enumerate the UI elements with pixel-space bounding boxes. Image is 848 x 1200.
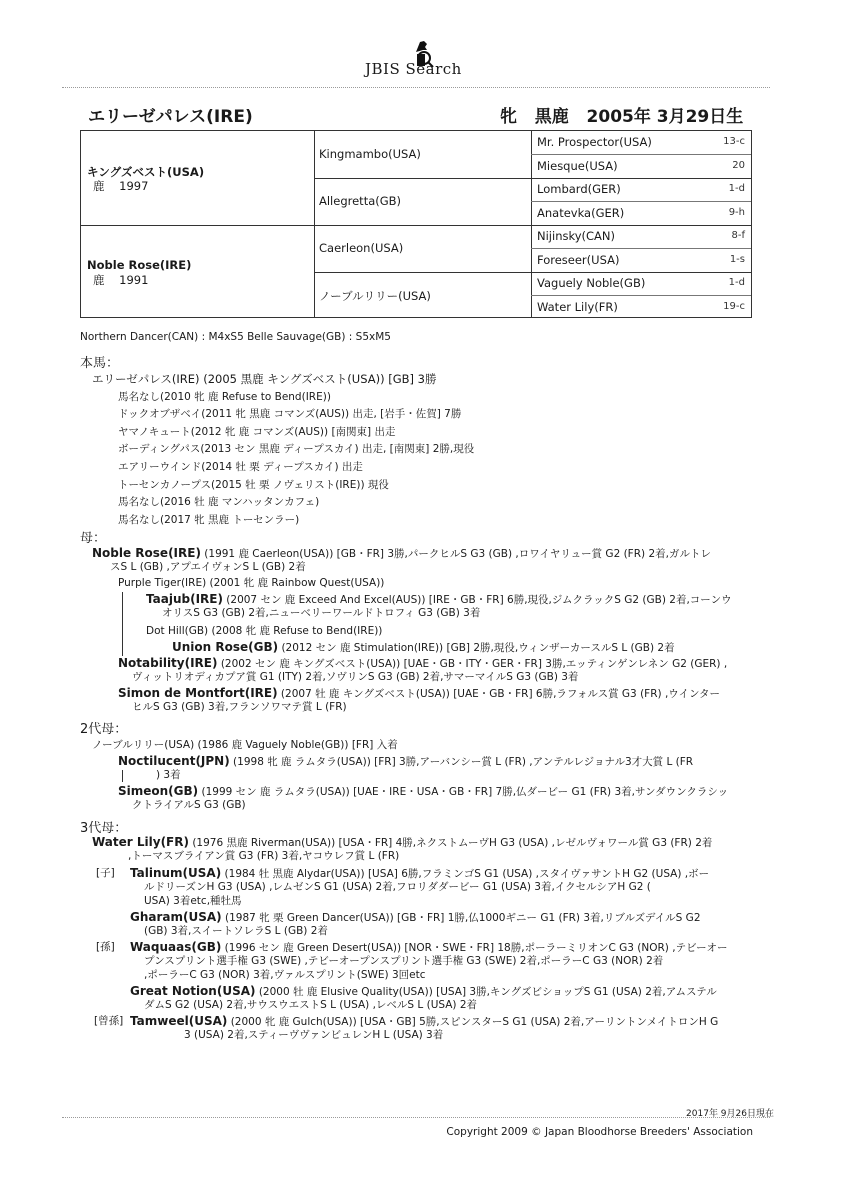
copyright: Copyright 2009 © Japan Bloodhorse Breeders' Association [446,1126,753,1138]
sibling-item: 馬名なし(2016 牡 鹿 マンハッタンカフェ) [118,496,320,509]
g2-dam-sire[interactable]: Caerleon(USA) [319,241,404,255]
g3-ancestor-name[interactable]: Anatevka(GER) [537,205,625,220]
notability-record: (2002 セン 鹿 キングズベスト(USA)) [UAE・GB・ITY・GER・FR] 3勝,エッティンゲンレネン G2 (GER) , [217,658,728,670]
horse-birthdate: 2005年 3月29日生 [586,107,744,127]
produce-line-cont: プンスプリント選手権 G3 (SWE) ,テビーオープンスプリント選手権 G3 (SWE) 2着,ポーラーC G3 (NOR) 2着 [144,955,664,967]
self-record: エリーゼパレス(IRE) (2005 黒鹿 キングズベスト(USA)) [GB] 3勝 [92,372,437,386]
union-rose-link[interactable]: Union Rose(GB) [172,640,279,654]
g2-sire-dam[interactable]: Allegretta(GB) [319,194,402,208]
family-number: 9-h [728,206,745,218]
sibling-item: ヤマノキュート(2012 牝 鹿 コマンズ(AUS)) [南関東] 出走 [118,425,396,438]
sire-name[interactable]: キングズベスト(USA) [87,165,205,179]
notability-link[interactable]: Notability(IRE) [118,656,218,670]
footer-divider [62,1117,770,1118]
family-number: 13-c [723,136,745,147]
tree-bar [122,770,123,782]
generation-tag: [曾孫] [94,1015,124,1027]
g3dam-line-cont: ,トーマスブライアン賞 G3 (FR) 3着,ヤコウレフ賞 L (FR) [128,850,400,862]
inbreeding-note: Northern Dancer(CAN) : M4xS5 Belle Sauvage(GB) : S5xM5 [80,331,391,343]
union-rose-record: (2012 セン 鹿 Stimulation(IRE)) [GB] 2勝,現役,ウィンザーカースルS L (GB) 2着 [278,642,675,654]
simon-record: (2007 牡 鹿 キングズベスト(USA)) [UAE・GB・FR] 6勝,ラフォルス賞 G3 (FR) ,ウインター [277,688,721,700]
noctilucent-record: (1998 牝 鹿 ラムタラ(USA)) [FR] 3勝,アーバンシー賞 L (FR) ,アンテルレジョナル3才大賞 L (FR [229,756,694,768]
family-number: 1-d [728,183,745,194]
produce-line-cont: 3 (USA) 2着,スティーヴヴァンビュレンH L (USA) 3着 [184,1029,444,1041]
family-number: 1-d [728,277,745,288]
produce-line-cont: ) 3着 [156,769,181,781]
section-g3dam: 3代母： [80,821,128,836]
as-of-date: 2017年 9月26日現在 [686,1109,774,1119]
section-self: 本馬： [80,356,120,371]
divider [531,154,751,155]
waquaas-record: (1996 セン 鹿 Green Desert(USA)) [NOR・SWE・FR] 18勝,ポーラーミリオンC G3 (NOR) ,テビーオー [221,942,728,954]
simon-link[interactable]: Simon de Montfort(IRE) [118,686,278,700]
dam-name-link[interactable]: Noble Rose(IRE) [92,546,201,560]
g3-ancestor-name[interactable]: Water Lily(FR) [537,299,618,314]
produce-line-cont: USA) 3着etc,種牡馬 [144,895,242,907]
g3-ancestor-name[interactable]: Mr. Prospector(USA) [537,135,652,149]
divider [531,131,532,317]
g2-dam-dam[interactable]: ノーブルリリー(USA) [319,289,431,303]
produce-line-cont: ダムS G2 (USA) 2着,サウスウエストS L (USA) ,レベルS L (USA) 2着 [144,999,478,1011]
section-g2dam: 2代母： [80,722,128,737]
sire-info [93,178,148,194]
dam-year: 1991 [119,273,149,287]
sire-color: 鹿 [93,179,105,193]
pedigree-table [80,130,752,318]
dam-record: (1991 鹿 Caerleon(USA)) [GB・FR] 3勝,パークヒルS G3 (GB) ,ロワイヤリュー賞 G2 (FR) 2着,ガルトレ [200,548,711,560]
g3-ancestor-name[interactable]: Foreseer(USA) [537,252,620,267]
great-notion-link[interactable]: Great Notion(USA) [130,984,256,998]
great-notion-record: (2000 牡 鹿 Elusive Quality(USA)) [USA] 3勝,キングズビショップS G1 (USA) 2着,アムステル [255,986,717,998]
family-number: 1-s [729,253,745,265]
divider [314,272,751,273]
produce-line-cont: クトライアルS G3 (GB) [132,799,246,811]
taajub-link[interactable]: Taajub(IRE) [146,592,223,606]
dam-info [93,272,148,288]
simeon-record: (1999 セン 鹿 ラムタラ(USA)) [UAE・IRE・USA・GB・FR] 7勝,仏ダービー G1 (FR) 3着,サンダウンクラシッ [198,786,729,798]
produce-line-cont: オリスS G3 (GB) 2着,ニューベリーワールドトロフィ G3 (GB) 3着 [162,607,481,619]
divider [314,131,315,317]
waquaas-link[interactable]: Waquaas(GB) [130,940,222,954]
g2-sire-sire[interactable]: Kingmambo(USA) [319,147,421,161]
produce-line-cont: ヴィットリオディカプア賞 G1 (ITY) 2着,ソヴリンS G3 (GB) 2着,サマーマイルS G3 (GB) 3着 [132,671,579,683]
produce-line [118,754,693,770]
divider [81,225,751,226]
generation-tag: [孫] [96,941,115,953]
brand-text: JBIS Search [365,60,462,78]
produce-line-cont: ,ポーラーC G3 (NOR) 3着,ヴァルスプリント(SWE) 3回etc [144,969,426,981]
simeon-link[interactable]: Simeon(GB) [118,784,199,798]
produce-line: Dot Hill(GB) (2008 牝 鹿 Refuse to Bend(IRE)) [146,625,383,637]
dam-line-cont: スS L (GB) ,アプエイヴォンS L (GB) 2着 [110,561,306,573]
family-number: 19-c [723,300,745,312]
section-dam: 母： [80,531,107,546]
jbis-logo[interactable] [365,36,485,81]
produce-line [172,640,675,656]
sibling-item: トーセンカノープス(2015 牡 栗 ノヴェリスト(IRE)) 現役 [118,478,389,491]
family-number: 8-f [731,230,745,241]
divider [314,178,751,179]
gharam-link[interactable]: Gharam(USA) [130,910,222,924]
horse-profile [500,102,743,127]
sibling-item: ボーディングパス(2013 セン 黒鹿 ディープスカイ) 出走, [南関東] 2勝,現役 [118,443,475,456]
sibling-item: 馬名なし(2017 牝 黒鹿 トーセンラー) [118,513,300,526]
dam-color: 鹿 [93,273,105,287]
produce-line-cont: ルドリーズンH G3 (USA) ,レムゼンS G1 (USA) 2着,フロリダダービー G1 (USA) 3着,イクセルシアH G2 ( [144,881,651,893]
tamweel-link[interactable]: Tamweel(USA) [130,1014,228,1028]
produce-line-cont: ヒルS G3 (GB) 3着,フランソワマテ賞 L (FR) [132,701,347,713]
produce-line: Purple Tiger(IRE) (2001 牝 鹿 Rainbow Quest(USA)) [118,577,385,589]
produce-line-cont: (GB) 3着,スイートソレラS L (GB) 2着 [144,925,328,937]
horse-name: エリーゼパレス(IRE) [88,107,253,127]
g3-ancestor-name[interactable]: Miesque(USA) [537,158,618,173]
sibling-item: 馬名なし(2010 牝 鹿 Refuse to Bend(IRE)) [118,390,331,403]
g2dam-line: ノーブルリリー(USA) (1986 鹿 Vaguely Noble(GB)) [FR] 入着 [92,739,398,751]
sibling-item: ドックオブザベイ(2011 牝 黒鹿 コマンズ(AUS)) 出走, [岩手・佐賀] 7勝 [118,408,462,421]
dam-name[interactable]: Noble Rose(IRE) [87,258,192,272]
header-divider [62,87,770,88]
taajub-record: (2007 セン 鹿 Exceed And Excel(AUS)) [IRE・GB・FR] 6勝,現役,ジムクラックS G2 (GB) 2着,コーンウ [222,594,732,606]
talinum-record: (1984 牡 黒鹿 Alydar(USA)) [USA] 6勝,フラミンゴS G1 (USA) ,スタイヴァサントH G2 (USA) ,ボー [221,868,710,880]
noctilucent-link[interactable]: Noctilucent(JPN) [118,754,230,768]
divider [531,248,751,249]
sire-year: 1997 [119,179,149,193]
tamweel-record: (2000 牝 鹿 Gulch(USA)) [USA・GB] 5勝,スピンスターS G1 (USA) 2着,アーリントンメイトロンH G [227,1016,719,1028]
talinum-link[interactable]: Talinum(USA) [130,866,222,880]
tree-bar [122,592,123,656]
horse-color: 黒鹿 [534,107,569,127]
water-lily-link[interactable]: Water Lily(FR) [92,835,189,849]
divider [531,295,751,296]
g3-ancestor-name[interactable]: Lombard(GER) [537,182,621,196]
family-number: 20 [732,159,745,171]
sibling-item: エアリーウインド(2014 牡 栗 ディープスカイ) 出走 [118,461,363,473]
g3-ancestor-name[interactable]: Nijinsky(CAN) [537,229,615,243]
divider [531,201,751,202]
generation-tag: [子] [96,867,115,879]
gharam-record: (1987 牝 栗 Green Dancer(USA)) [GB・FR] 1勝,仏1000ギニー G1 (FR) 3着,リブルズデイルS G2 [221,912,701,924]
water-lily-record: (1976 黒鹿 Riverman(USA)) [USA・FR] 4勝,ネクストムーヴH G3 (USA) ,レゼルヴォワール賞 G3 (FR) 2着 [188,837,713,849]
g3-ancestor-name[interactable]: Vaguely Noble(GB) [537,276,646,290]
horse-sex: 牝 [500,107,517,127]
